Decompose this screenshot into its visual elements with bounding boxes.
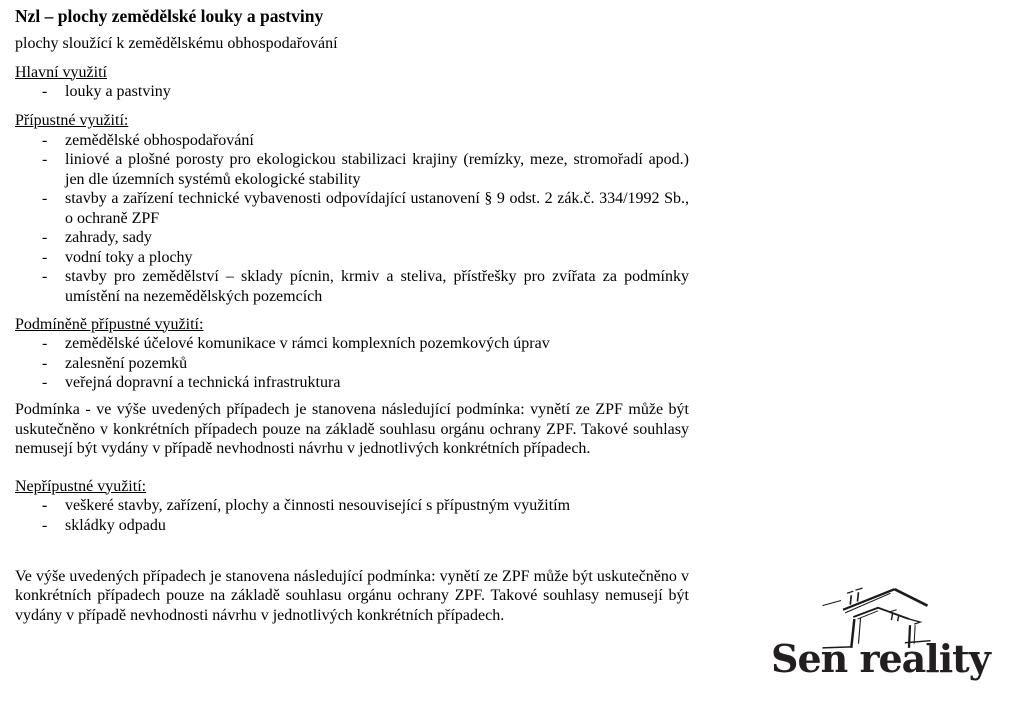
bullet-dash: - — [42, 248, 48, 266]
list-item — [15, 82, 689, 102]
list-item-text: veškeré stavby, zařízení, plochy a činnosti nesouvisející s přípustným využitím — [65, 497, 571, 514]
section-heading-podminene-pripustne-vyuziti: Podmíněně přípustné využití: — [15, 315, 204, 333]
section-heading-nepripustne-vyuziti: Nepřípustné využití: — [15, 477, 147, 495]
list-item-text: skládky odpadu — [65, 516, 166, 534]
list-item — [15, 189, 689, 228]
list-item-text: zemědělské obhospodařování — [65, 131, 254, 149]
page-title: Nzl – plochy zemědělské louky a pastviny — [15, 6, 324, 26]
subtitle: plochy sloužící k zemědělskému obhospodařování — [15, 35, 338, 52]
list-item-text: louky a pastviny — [65, 83, 171, 100]
bullet-dash: - — [42, 268, 48, 285]
bullet-dash: - — [42, 83, 48, 100]
bullet-dash: - — [42, 151, 48, 168]
bullet-list-pripustne — [15, 131, 689, 307]
list-item — [15, 373, 689, 393]
section-heading-hlavni-vyuziti: Hlavní využití — [15, 63, 107, 81]
bullet-list-nepripustne — [15, 496, 689, 535]
list-item — [15, 496, 689, 516]
bullet-dash: - — [42, 374, 48, 391]
list-item-text: stavby pro zemědělství – sklady pícnin, krmiv a steliva, přístřešky pro zvířata za podmínky umístění na nezemědělských pozemcích — [65, 268, 689, 305]
bullet-dash: - — [42, 190, 48, 207]
list-item-text: stavby a zařízení technické vybavenosti odpovídající ustanovení § 9 odst. 2 zák.č. 334/1992 Sb., o ochraně ZPF — [65, 190, 689, 227]
section-heading-pripustne-vyuziti: Přípustné využití: — [15, 112, 129, 129]
list-item-text: vodní toky a plochy — [65, 248, 193, 266]
logo-text: Sen reality — [771, 636, 990, 681]
bullet-dash: - — [42, 335, 48, 352]
list-item-text: veřejná dopravní a technická infrastruktura — [65, 374, 341, 391]
list-item — [15, 228, 689, 248]
paragraph-footer: Ve výše uvedených případech je stanovena následující podmínka: vynětí ze ZPF může být uskutečněno v konkrétních případech pouze na základě souhlasu orgánu ochrany ZPF. Takové souhlasy nemusejí být vydány v případě nevhodnosti návrhu v jednotlivých konkrétních případech. — [15, 567, 689, 624]
list-item-text: zalesnění pozemků — [65, 354, 188, 372]
bullet-dash: - — [42, 229, 48, 246]
list-item — [15, 150, 689, 189]
company-logo — [765, 584, 1017, 699]
paragraph-condition: Podmínka - ve výše uvedených případech je stanovena následující podmínka: vynětí ze ZPF může být uskutečněno v konkrétních případech pouze na základě souhlasu orgánu ochrany ZPF. Takové souhlasy nemusejí být vydány v případě nevhodnosti návrhu v jednotlivých konkrétních případech. — [15, 401, 689, 457]
list-item — [15, 354, 689, 374]
list-item — [15, 248, 689, 268]
list-item — [15, 131, 689, 151]
bullet-list-podminene — [15, 334, 689, 393]
list-item-text: zahrady, sady — [65, 229, 152, 246]
list-item-text: liniové a plošné porosty pro ekologickou stabilizaci krajiny (remízky, meze, stromořadí apod.) jen dle územních systémů ekologické stability — [65, 151, 689, 188]
list-item — [15, 516, 689, 536]
bullet-dash: - — [42, 497, 48, 514]
bullet-dash: - — [42, 516, 48, 534]
list-item-text: zemědělské účelové komunikace v rámci komplexních pozemkových úprav — [65, 335, 550, 352]
list-item — [15, 334, 689, 354]
list-item — [15, 267, 689, 306]
document-content — [15, 0, 689, 625]
bullet-dash: - — [42, 354, 48, 372]
bullet-list-hlavni — [15, 82, 689, 102]
bullet-dash: - — [42, 131, 48, 149]
